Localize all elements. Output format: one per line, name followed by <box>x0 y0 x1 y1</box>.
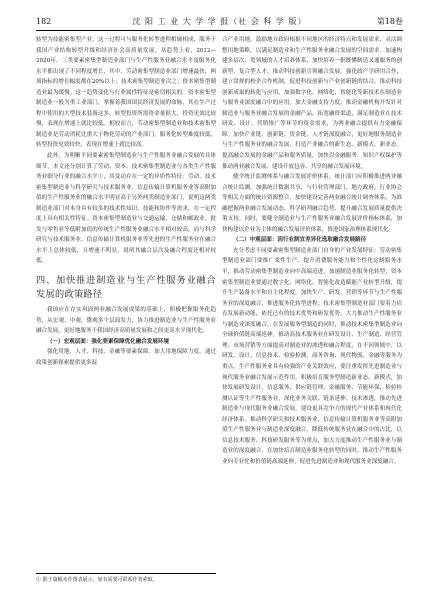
volume-label: 第18卷 <box>376 17 403 26</box>
body-paragraph: 合产业用地，鼓励地方政府根据不同地区的经济特点和发展需求，灵活调整用地策略，以满足制造业和生产性服务业融合发展的空间需求。加速构建多层次、宽领域的人才培养体系，加快培养一批既懂制造又通服务的创新型、复合型人才。推动科技创新引领融合发展。强化政产学研用合作，建立常规的校企合作机制，促进科技创新与产业创新链的结合，推动科技创新成果的转化与应用，加强数字化、网络化、智能化等新技术在制造业与服务业深度融合中的应用。加大金融支持力度，推动金融机构开发针对制造业与服务业融合发展的金融产品，拓宽融资渠道，满足制造业在技术研发、设计、营销推广等环节的资金需求，为两业融合提供有力金融保障。加快产业链、创新链、资金链、人才链深度融合，更好地服务制造业与生产性服务业的融合发展，打造产业融合的新生态、新模式、新业态。提高融合发展的金融产品和服务质量，加快以金融服务、知识产权保护等推动两业融合发展、建设开放包容、共享的融合发展环境。 <box>222 37 402 170</box>
section-heading: 四、加快推进制造业与生产性服务业融合发展的政策路径 <box>36 275 216 300</box>
body-paragraph: 我国应在存实巩固两业融合发展成果的基础上，积极把握服务化趋势，从宏观、中观、微观多个层面发力，协力推进制造业与生产性服务业融合发展，更好地服务于我国经济高质量发展和之间更高水平现代化。 <box>36 307 216 335</box>
body-paragraph: 健全统计监测体系与融合发展评价体系。统计部门应积极推进两业融合统计监测，加强统计数据共享，与行业管理部门、地方政府、行业协会等相关方面的统计资源整合，加快建设完善两业融合统计调查体系，为准确把握两业融合发展动态、科学研判融合趋势、提升融合发展质量提供决策支持。同时，要健全制造业与生产性服务业融合发展评价指标体系，加快构建以企业为主体的融合发展评价体系，推进国家治理体系现代化。 <box>222 174 402 233</box>
body-paragraph: 转型为技能密集型产业，这一过程可与服务化转型进程相辅相成，服务于我国产业结构转型升级和经济社会高质量发展。从趋势上看，2012—2020年，三类要素密集型制造业部门与生产性服务业融合水平及服务化水平都出现了不同程度增长，其中，劳动密集型制造业部门增速最快，两项指标的增长幅度都在20%以上；技术密集型制造业次之；资本密集型制造业最为缓慢。这一趋势变化与行业属性特征是密切相关的。资本密集型制造业一般为重工业部门，掌握着我国国民经济发展的命脉，其在生产过程中使用的大型技术装备这多，转型投资所需资金量很大，投资见效比较慢，表现在增速上就比较低。相较而言，劳动密集型制造业和技术密集型制造业是劳动消耗比重大于物化劳动的产业部门，服务化转型难度较低，转型投资见效较快，表现在增速上就比较高。 <box>36 37 216 149</box>
subsection-heading: （二）中观层面：因行业制宜差异化选取融合发展路径 <box>233 237 367 244</box>
body-paragraph: 充分考虑不同要素密集型制造业部门自身的产业发展特征：劳动密集型制造业部门要推广柔性生产、提升消费服务能力和个性化定制服务水平，推动劳动密集型制造业向中高端迈进，加速制造业服务化转型；资本密集型制造业要通过数字化、网络化、智能化改造赋能产业转型升级，提升生产装备水平和自主化程度，加快生产、研发、营销等环节与生产性服务业的深度融合，推进服务化转型进程；技术密集型制造业部门要着力培育发展新动能，依托已有的技术优势和研发优势，大力推动生产性服务业与制造业深度融合，在发展服务型制造的同时，推动技术密集型制造业向全球价值链高端延伸。推动高技术服务业在研发设计、生产制造、经营管理、市场营销等方面提高对制造业的渗透和融合程度，在不同领域中，以研发、设计、信息技术、检验检测、商务咨询、现代物流、金融等服务为重点。生产性服务业具有较强的产业关联效应，要注重发挥先进制造业与现代服务业融合发展示范作用，积极培育服务型制造新业态、新模式，加快发展研发设计、信息服务、供应链管理、金融服务、节能环保、检验检测认证等生产性服务业，深化业务关联、链条延伸、技术渗透，推动先进制造业与现代服务业融合发展，建设更具竞争力的现代产业体系和现代化经济体系。推动科学研究和技术服务业、信息传输计算机服务业等高附加值生产性服务业与制造业深度融合，降低传统服务业在融合中的占比，以信息技术服务、科技研发服务等为重点，加大力度推动生产性服务业与制造业的深度融合，在加快培育制造业服务化转型的同时，推动生产性服务业向专业化和价值链高端延伸，促进先进制造业和现代服务业深度融合。 <box>222 247 402 465</box>
footnote: ① 限于篇幅未作图表展示，如有需要可联系作者索取。 <box>36 573 216 584</box>
body-paragraph: 此外，为明晰不同要素密集型制造业与生产性服务业融合发展的具体细节，本文还分别计算了劳动、资本、技术密集型制造业与各类生产性服务业细分行业的融合水平①，其变动存在一定的异质性特征：劳动、技术密集型制造业与科学研究与技术服务业、信息传输计算机服务业等高附加值的生产性服务业的融合水平明显高于另外两类制造业部门，说明这两类制造业部门对本身具有较多的技术性知识、技能和协作等需求，在一定程度上具有相关性特征。资本密集型制造业与交通运输、仓储和邮政业，批发与零售业等低附加值的传统生产性服务业融合水平相对较高，而与科学研究与技术服务业、信息传输计算机服务业等先进的生产性服务业在融合水平上总体较低，且增速不明显，说明其融合层次及融合程度还相对较低。 <box>36 153 216 265</box>
body-paragraph: 强化用地、人才、科技、金融等要素保障。加大用地保障力度，通过政策创新探索提供更多混 <box>36 349 216 366</box>
journal-title: 沈 阳 工 业 大 学 学 报（社 会 科 学 版） <box>132 17 307 26</box>
subsection-heading: （一）宏观层面：强化要素保障优化融合发展环境 <box>47 338 170 345</box>
right-column <box>222 35 402 467</box>
left-column <box>36 35 216 368</box>
running-header <box>36 16 403 31</box>
page-number: 182 <box>36 17 52 26</box>
